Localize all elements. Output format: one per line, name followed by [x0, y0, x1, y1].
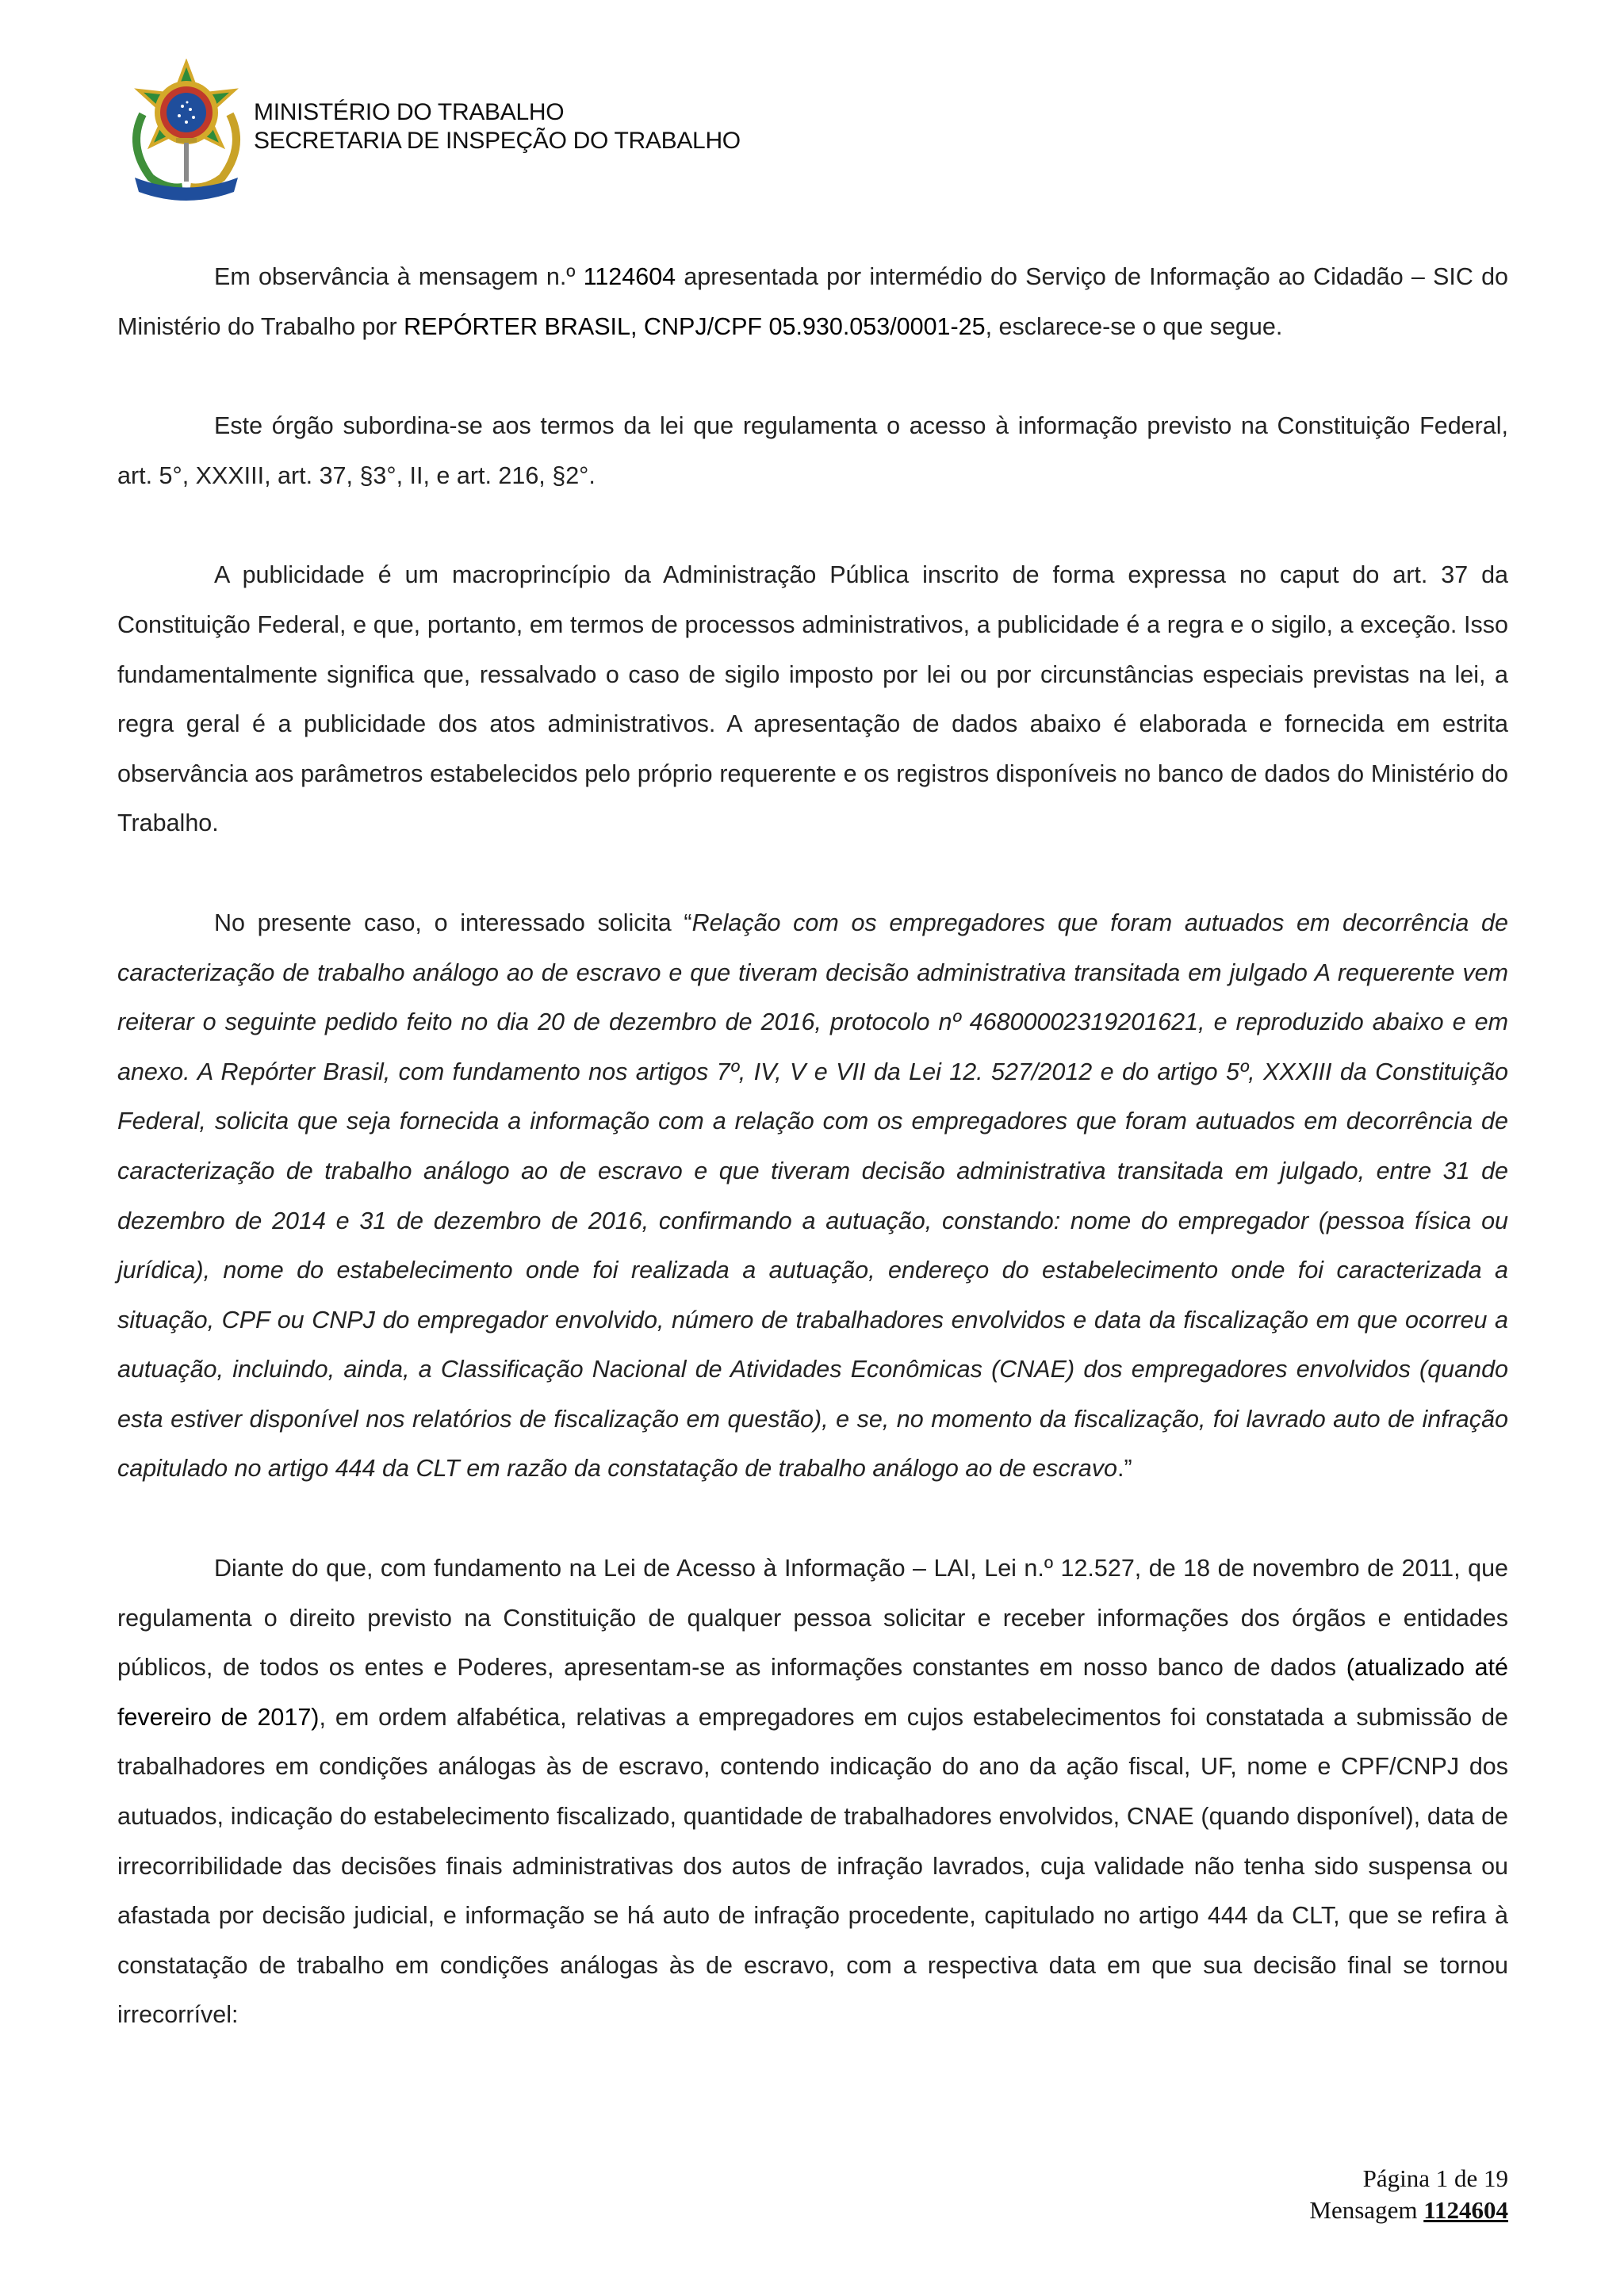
document-body	[117, 252, 1508, 2040]
page-footer	[1309, 2163, 1508, 2226]
brazil-coat-of-arms-icon	[119, 59, 254, 201]
paragraph-1: Em observância à mensagem n.º 1124604 apresentada por intermédio do Serviço de Informação ao Cidadão – SIC do Ministério do Trabalho por REPÓRTER BRASIL, CNPJ/CPF 05.930.053/0001-25, esclarece-se o que segue.	[117, 263, 1509, 340]
paragraph-3: A publicidade é um macroprincípio da Administração Pública inscrito de forma expressa no caput do art. 37 da Constituição Federal, e que, portanto, em termos de processos administrativos, a publicidade é a regra e o sigilo, a exceção. Isso fundamentalmente significa que, ressalvado o caso de sigilo imposto por lei ou por circunstâncias especiais previstas na lei, a regra geral é a publicidade dos atos administrativos. A apresentação de dados abaixo é elaborada e fornecida em estrita observância aos parâmetros estabelecidos pelo próprio requerente e os registros disponíveis no banco de dados do Ministério do Trabalho.	[117, 561, 1508, 837]
secretariat-name: SECRETARIA DE INSPEÇÃO DO TRABALHO	[254, 128, 741, 154]
ministry-name: MINISTÉRIO DO TRABALHO	[254, 99, 565, 125]
message-number: 1124604	[583, 263, 676, 290]
footer-message-number: 1124604	[1423, 2196, 1508, 2224]
footer-message: Mensagem 1124604	[1309, 2196, 1508, 2224]
paragraph-2: Este órgão subordina-se aos termos da lei que regulamenta o acesso à informação previsto na Constituição Federal, art. 5°, XXXIII, art. 37, §3°, II, e art. 216, §2°.	[117, 412, 1508, 489]
letterhead	[119, 59, 833, 209]
paragraph-5: Diante do que, com fundamento na Lei de Acesso à Informação – LAI, Lei n.º 12.527, de 18 de novembro de 2011, que regulamenta o direito previsto na Constituição de qualquer pessoa solicitar e receber informações dos órgãos e entidades públicos, de todos os entes e Poderes, apresentam-se as informações constantes em nosso banco de dados (atualizado até fevereiro de 2017), em ordem alfabética, relativas a empregadores em cujos estabelecimentos foi constatada a submissão de trabalhadores em condições análogas às de escravo, contendo indicação do ano da ação fiscal, UF, nome e CPF/CNPJ dos autuados, indicação do estabelecimento fiscalizado, quantidade de trabalhadores envolvidos, CNAE (quando disponível), data de irrecorribilidade das decisões finais administrativas dos autos de infração lavrados, cuja validade não tenha sido suspensa ou afastada por decisão judicial, e informação se há auto de infração procedente, capitulado no artigo 444 da CLT, que se refira à constatação de trabalho em condições análogas às de escravo, com a respectiva data em que sua decisão final se tornou irrecorrível:	[117, 1555, 1508, 2029]
page-number: Página 1 de 19	[1362, 2164, 1508, 2192]
request-quote: Relação com os empregadores que foram autuados em decorrência de caracterização de trabalho análogo ao de escravo e que tiveram decisão administrativa transitada em julgado A requerente vem reiterar o seguinte pedido feito no dia 20 de dezembro de 2016, protocolo nº 46800002319201621, e reproduzido abaixo e em anexo. A Repórter Brasil, com fundamento nos artigos 7º, IV, V e VII da Lei 12. 527/2012 e do artigo 5º, XXXIII da Constituição Federal, solicita que seja fornecida a informação com a relação com os empregadores que foram autuados em decorrência de caracterização de trabalho análogo ao de escravo e que tiveram decisão administrativa transitada em julgado, entre 31 de dezembro de 2014 e 31 de dezembro de 2016, confirmando a autuação, constando: nome do empregador (pessoa física ou jurídica), nome do estabelecimento onde foi realizada a autuação, endereço do estabelecimento onde foi caracterizada a situação, CPF ou CNPJ do empregador envolvido, número de trabalhadores envolvidos e data da fiscalização em que ocorreu a autuação, incluindo, ainda, a Classificação Nacional de Atividades Econômicas (CNAE) dos empregadores envolvidos (quando esta estiver disponível nos relatórios de fiscalização em questão), e se, no momento da fiscalização, foi lavrado auto de infração capitulado no artigo 444 da CLT em razão da constatação de trabalho análogo ao de escravo	[117, 909, 1508, 1483]
letterhead-text	[254, 98, 741, 155]
paragraph-4: No presente caso, o interessado solicita “Relação com os empregadores que foram autuados em decorrência de caracterização de trabalho análogo ao de escravo e que tiveram decisão administrativa transitada em julgado A requerente vem reiterar o seguinte pedido feito no dia 20 de dezembro de 2016, protocolo nº 46800002319201621, e reproduzido abaixo e em anexo. A Repórter Brasil, com fundamento nos artigos 7º, IV, V e VII da Lei 12. 527/2012 e do artigo 5º, XXXIII da Constituição Federal, solicita que seja fornecida a informação com a relação com os empregadores que foram autuados em decorrência de caracterização de trabalho análogo ao de escravo e que tiveram decisão administrativa transitada em julgado, entre 31 de dezembro de 2014 e 31 de dezembro de 2016, confirmando a autuação, constando: nome do empregador (pessoa física ou jurídica), nome do estabelecimento onde foi realizada a autuação, endereço do estabelecimento onde foi caracterizada a situação, CPF ou CNPJ do empregador envolvido, número de trabalhadores envolvidos e data da fiscalização em que ocorreu a autuação, incluindo, ainda, a Classificação Nacional de Atividades Econômicas (CNAE) dos empregadores envolvidos (quando esta estiver disponível nos relatórios de fiscalização em questão), e se, no momento da fiscalização, foi lavrado auto de infração capitulado no artigo 444 da CLT em razão da constatação de trabalho análogo ao de escravo.”	[117, 909, 1508, 1483]
update-note: (atualizado até fevereiro de 2017)	[117, 1654, 1508, 1731]
requester-name: REPÓRTER BRASIL, CNPJ/CPF 05.930.053/0001-25	[404, 312, 986, 340]
